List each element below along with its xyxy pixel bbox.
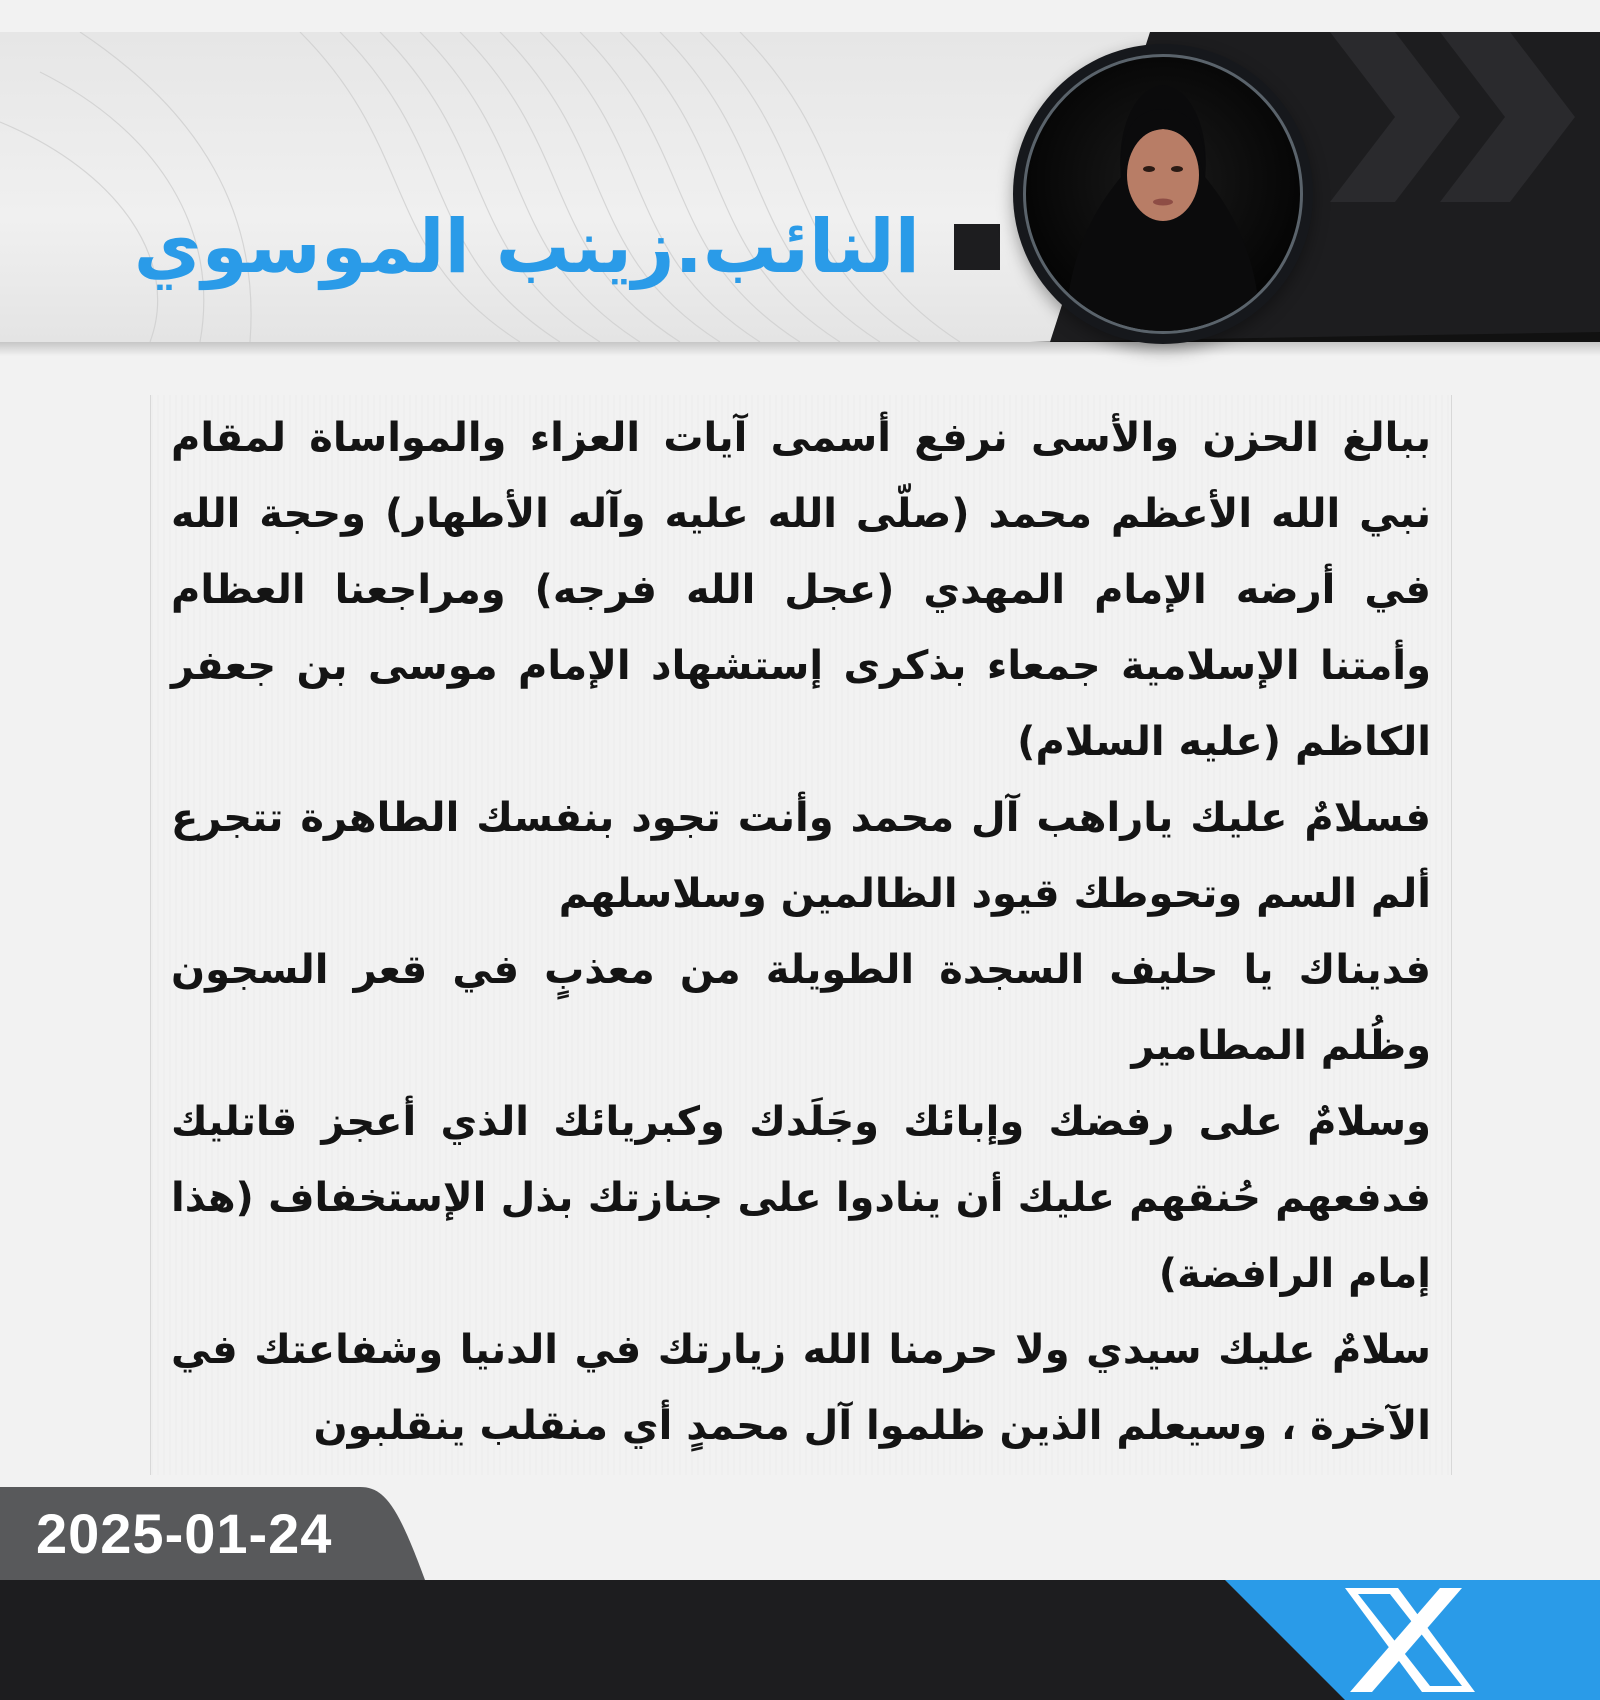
header-shadow bbox=[0, 342, 1600, 356]
portrait-photo bbox=[1023, 54, 1303, 334]
page-title: النائب.زينب الموسوي bbox=[133, 204, 920, 290]
statement-paragraph: وسلامٌ على رفضك وإبائك وجَلَدك وكبريائك الذي أعجز قاتليك فدفعهم حُنقهم عليك أن ينادوا على جنازتك بذل الإستخفاف (هذا إمام الرافضة) bbox=[171, 1099, 1431, 1297]
portrait-illustration bbox=[1026, 57, 1300, 331]
title-row bbox=[134, 192, 1000, 302]
post-date: 2025-01-24 bbox=[36, 1502, 333, 1565]
statement-text bbox=[171, 400, 1431, 1464]
footer-bar bbox=[0, 1580, 1600, 1700]
statement-paragraph: فديناك يا حليف السجدة الطويلة من معذبٍ في قعر السجون وظُلم المطامير bbox=[171, 947, 1431, 1069]
footer-graphics bbox=[0, 1580, 1600, 1700]
statement-body bbox=[150, 395, 1452, 1475]
portrait-frame bbox=[1013, 44, 1313, 344]
statement-paragraph: سلامٌ عليك سيدي ولا حرمنا الله زيارتك في الدنيا وشفاعتك في الآخرة ، وسيعلم الذين ظلموا آل محمدٍ أي منقلب ينقلبون bbox=[171, 1327, 1431, 1449]
title-bullet-square bbox=[954, 224, 1000, 270]
header-banner bbox=[0, 32, 1600, 342]
date-tab bbox=[0, 1487, 425, 1580]
statement-paragraph: ببالغ الحزن والأسى نرفع أسمى آيات العزاء والمواساة لمقام نبي الله الأعظم محمد (صلّى الله عليه وآله الأطهار) وحجة الله في أرضه الإمام المهدي (عجل الله فرجه) ومراجعنا العظام وأمتنا الإسلامية جمعاء بذكرى إستشهاد الإمام موسى بن جعفر الكاظم (عليه السلام) bbox=[171, 415, 1431, 765]
statement-paragraph: فسلامٌ عليك ياراهب آل محمد وأنت تجود بنفسك الطاهرة تتجرع ألم السم وتحوطك قيود الظالمين وسلاسلهم bbox=[171, 795, 1431, 917]
